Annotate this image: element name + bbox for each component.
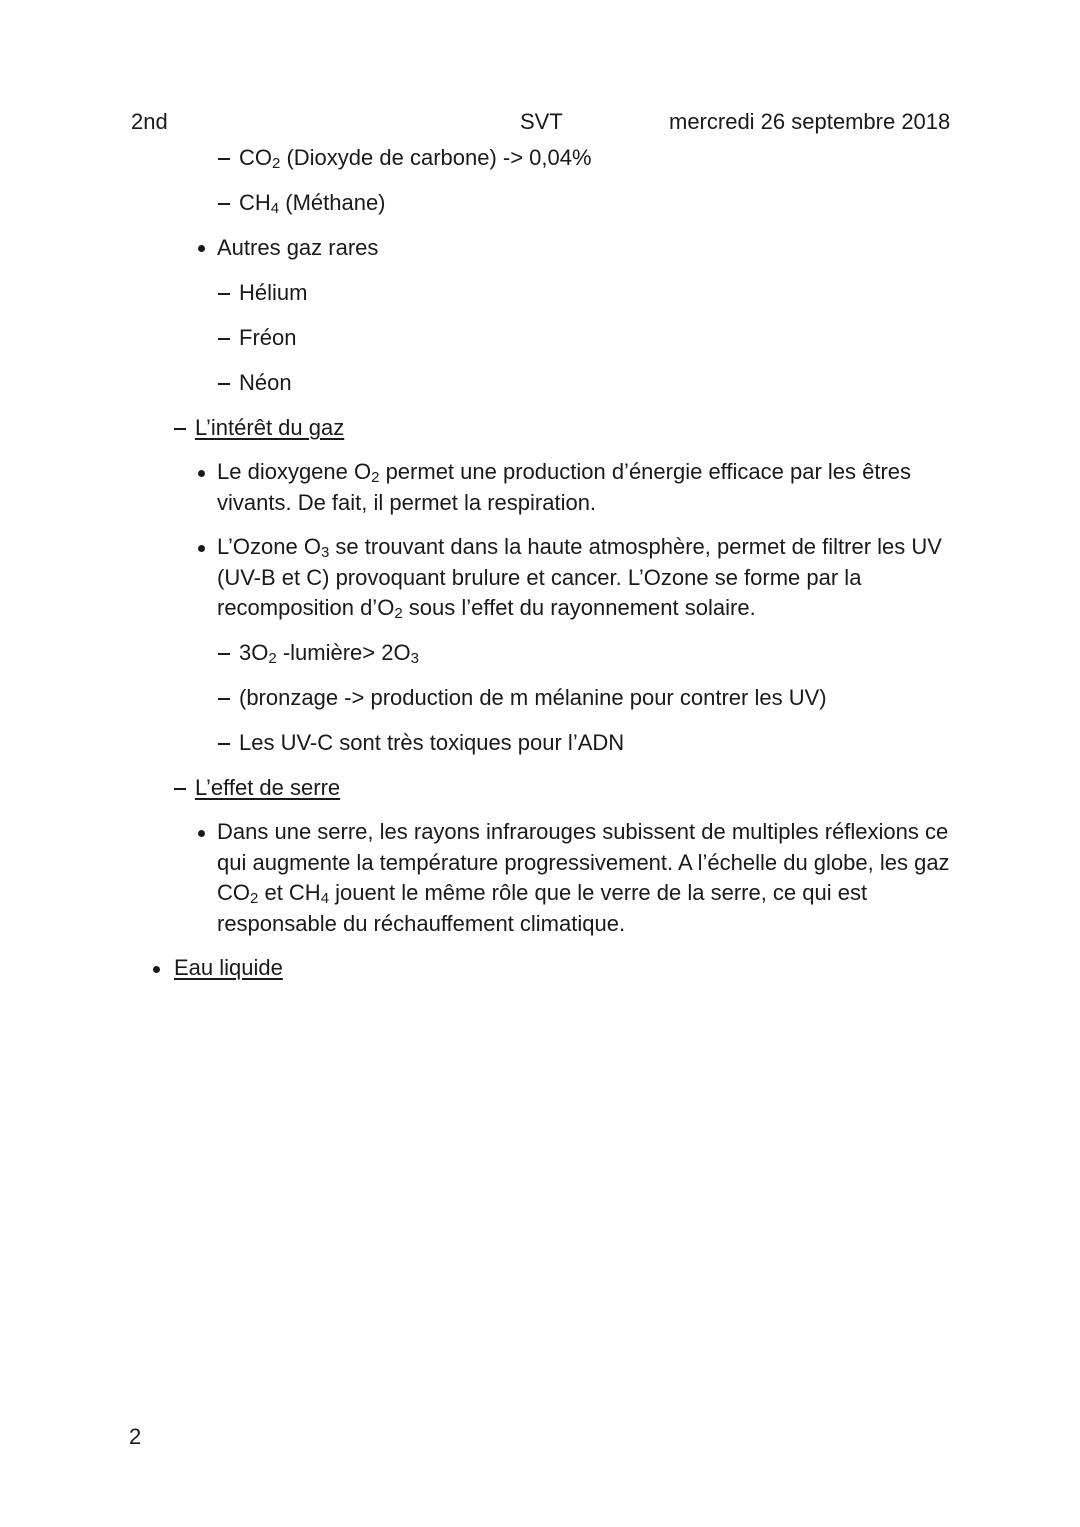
bullet-dot <box>198 245 205 252</box>
bullet-dot <box>198 545 205 552</box>
header-subject: SVT <box>520 109 563 134</box>
page-number: 2 <box>129 1424 142 1449</box>
paragraph-ozone: L’Ozone $O_3$ se trouvant dans la haute atmosphère, permet de filtrer les UV (UV-B et C) provoquant brulure et cancer. L’Ozone se forme par la recomposition $d’O_2$ sous l’effet du rayonnement solaire. <box>217 534 942 622</box>
header-class-level: 2nd <box>131 109 168 134</box>
bullet-dot <box>198 830 205 837</box>
list-item-uvc: Les UV-C sont très toxiques pour l’ADN <box>239 730 625 755</box>
list-item-ch4: $CH_4$ (Méthane) <box>239 190 386 217</box>
paragraph-serre: Dans une serre, les rayons infrarouges subissent de multiples réflexions ce qui augmente la température progressivement. A l’échelle du globe, les gaz $CO_2$ et $CH_4$ jouent le même rôle que le verre de la serre, ce qui est responsable du réchauffement climatique. <box>217 819 950 936</box>
section-heading-effet-serre: L’effet de serre <box>195 775 341 800</box>
dash-bullet <box>174 428 186 430</box>
dash-bullet <box>218 293 230 295</box>
dash-bullet <box>218 158 230 160</box>
dash-bullet <box>218 383 230 385</box>
header-date: mercredi 26 septembre 2018 <box>669 109 951 134</box>
list-item-neon: Néon <box>239 370 292 395</box>
dash-bullet <box>218 203 230 205</box>
list-item-autres-gaz: Autres gaz rares <box>217 235 379 260</box>
bullet-dot <box>198 470 205 477</box>
dash-bullet <box>218 653 230 655</box>
list-item-freon: Fréon <box>239 325 297 350</box>
dash-bullet <box>218 743 230 745</box>
list-item-co2: $CO_2$ (Dioxyde de carbone) -> 0,04% <box>239 145 592 172</box>
dash-bullet <box>218 698 230 700</box>
list-item-helium: Hélium <box>239 280 308 305</box>
bullet-dot <box>153 966 160 973</box>
section-heading-eau-liquide: Eau liquide <box>174 955 283 980</box>
list-item-reaction: $3O_2$ -lumière> $2O_3$ <box>239 640 419 667</box>
section-heading-interet: L’intérêt du gaz <box>195 415 345 440</box>
dash-bullet <box>218 338 230 340</box>
list-item-bronzage: (bronzage -> production de m mélanine pour contrer les UV) <box>239 685 827 710</box>
dash-bullet <box>174 788 186 790</box>
paragraph-dioxygene: Le dioxygene $O_2$ permet une production d’énergie efficace par les êtres vivants. De fait, il permet la respiration. <box>217 459 912 515</box>
